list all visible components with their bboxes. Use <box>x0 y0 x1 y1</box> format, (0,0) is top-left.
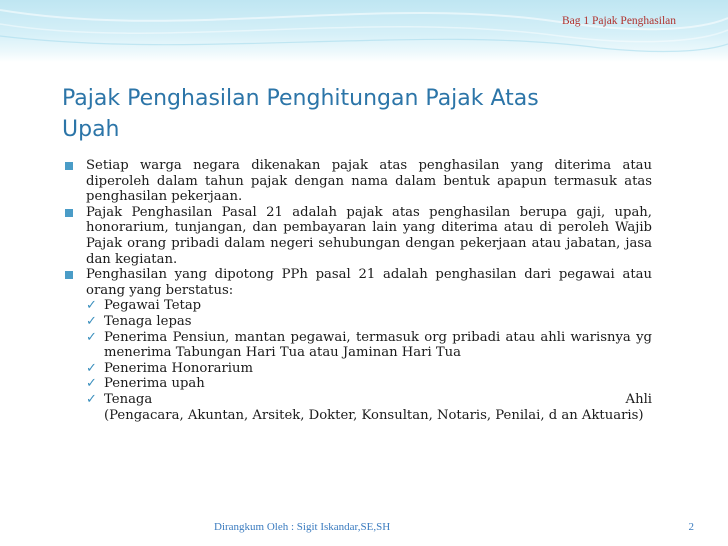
sub-item-text: Penerima Honorarium <box>104 360 254 376</box>
sub-item <box>62 330 652 361</box>
square-bullet-icon <box>65 162 73 170</box>
bullet-item <box>62 205 652 267</box>
bullet-item <box>62 158 652 205</box>
checkmark-icon: ✓ <box>86 298 97 314</box>
bullet-text: Pajak Penghasilan Pasal 21 adalah pajak atas penghasilan berupa gaji, upah, honorarium, tunjangan, dan pembayaran lain yang diterima atau di peroleh Wajib Pajak orang pribadi dalam negeri sehubungan dengan pekerjaan atau jabatan, jasa dan kegiatan. <box>86 204 652 267</box>
sub-item-text: Penerima upah <box>104 376 205 392</box>
sub-item-word-tenaga: Tenaga <box>104 391 153 407</box>
sub-item <box>62 376 652 392</box>
square-bullet-icon <box>65 209 73 217</box>
sub-item <box>62 298 652 314</box>
sub-item-first-line <box>104 392 652 408</box>
checkmark-icon: ✓ <box>86 329 97 345</box>
checkmark-icon: ✓ <box>86 313 97 329</box>
sub-item <box>62 361 652 377</box>
sub-item <box>62 314 652 330</box>
checkmark-icon: ✓ <box>86 376 97 392</box>
sub-item-text: Tenaga lepas <box>104 313 192 329</box>
checkmark-icon: ✓ <box>86 391 97 407</box>
header-wave-decoration <box>0 0 728 62</box>
sub-item-tenaga-ahli <box>62 392 652 423</box>
checkmark-icon: ✓ <box>86 360 97 376</box>
slide-content <box>62 158 652 423</box>
slide-title-line2: Upah <box>62 117 120 142</box>
sub-item-text: Pegawai Tetap <box>104 298 202 314</box>
header-band <box>0 0 728 62</box>
slide-title <box>62 83 622 145</box>
sub-item-text: Penerima Pensiun, mantan pegawai, termasuk org pribadi atau ahli warisnya yg menerima Tabungan Hari Tua atau Jaminan Hari Tua <box>104 329 652 361</box>
bullet-text: Penghasilan yang dipotong PPh pasal 21 adalah penghasilan dari pegawai atau orang yang berstatus: <box>86 267 652 298</box>
square-bullet-icon <box>65 271 73 279</box>
page-number: 2 <box>688 521 694 533</box>
bullet-item <box>62 267 652 298</box>
header-label: Bag 1 Pajak Penghasilan <box>561 15 676 27</box>
bullet-text: Setiap warga negara dikenakan pajak atas penghasilan yang diterima atau diperoleh dalam tahun pajak dengan nama dalam bentuk apapun termasuk atas penghasilan pekerjaan. <box>86 158 652 205</box>
sub-item-rest: (Pengacara, Akuntan, Arsitek, Dokter, Konsultan, Notaris, Penilai, d an Aktuaris) <box>104 407 644 423</box>
footer-author: Dirangkum Oleh : Sigit Iskandar,SE,SH <box>214 521 391 533</box>
slide-title-line1: Pajak Penghasilan Penghitungan Pajak Atas <box>62 86 539 111</box>
sub-item-word-ahli: Ahli <box>625 391 652 407</box>
